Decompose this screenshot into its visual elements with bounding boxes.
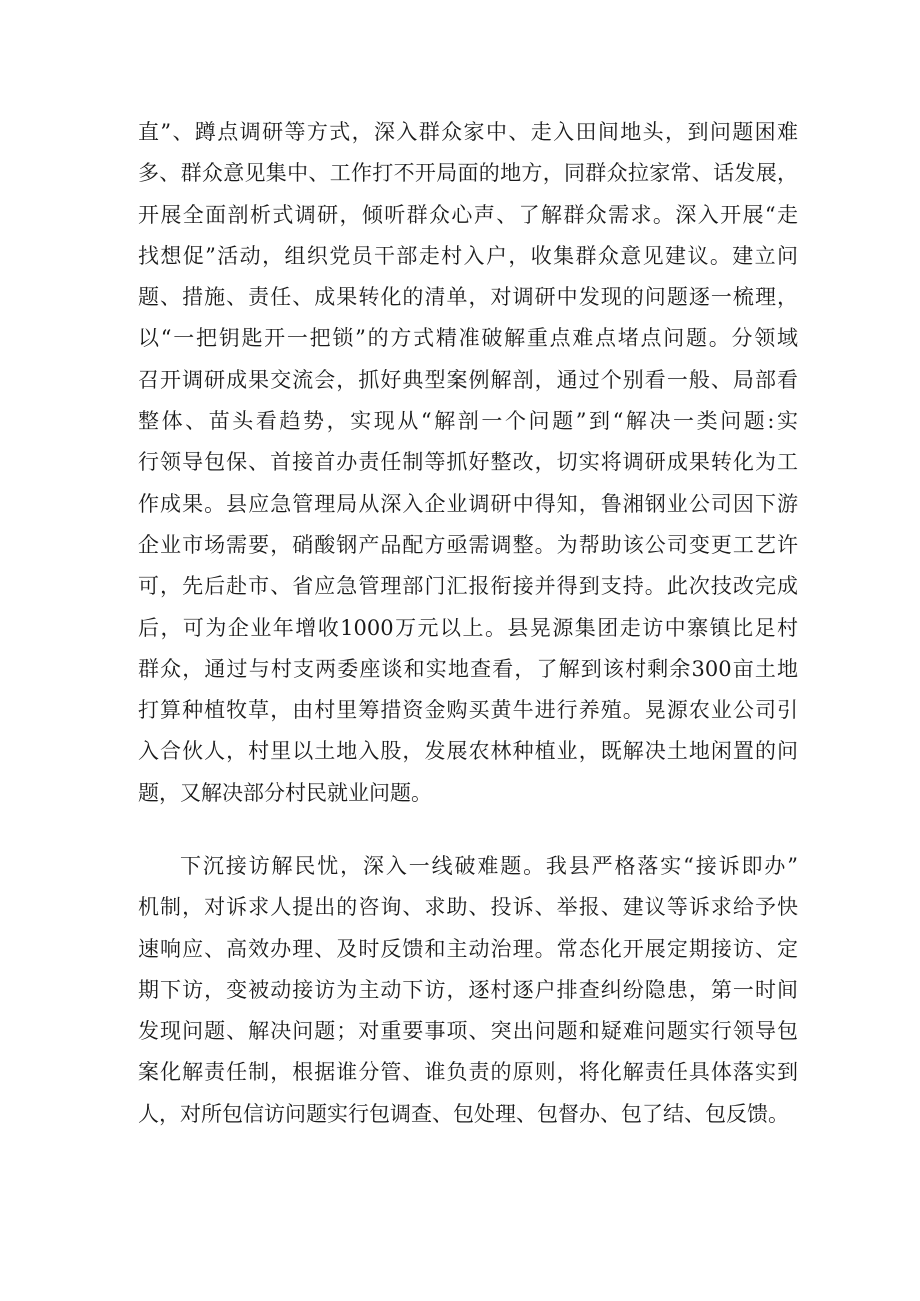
paragraph-line: 下沉接访解民忧，深入一线破难题。我县严格落实“接诉即办” [180, 854, 798, 878]
paragraph-line: 打算种植牧草，由村里筹措资金购买黄牛进行养殖。晃源农业公司引 [138, 698, 798, 723]
paragraph-2 [138, 846, 798, 1135]
paragraph-line: 后，可为企业年增收1000万元以上。县晃源集团走访中寨镇比足村 [138, 615, 798, 640]
paragraph-line: 行领导包保、首接首办责任制等抓好整改，切实将调研成果转化为工 [138, 450, 798, 475]
paragraph-line: 群众，通过与村支两委座谈和实地查看，了解到该村剩余300亩土地 [138, 656, 798, 681]
paragraph-line: 整体、苗头看趋势，实现从“解剖一个问题”到“解决一类问题:实 [138, 409, 798, 434]
paragraph-line: 速响应、高效办理、及时反馈和主动治理。常态化开展定期接访、定 [138, 936, 798, 961]
paragraph-line: 直”、蹲点调研等方式，深入群众家中、走入田间地头，到问题困难 [138, 120, 798, 144]
paragraph-line: 人，对所包信访问题实行包调查、包处理、包督办、包了结、包反馈。 [138, 1101, 789, 1126]
paragraph-line: 入合伙人，村里以土地入股，发展农林种植业，既解决土地闲置的问 [138, 739, 798, 764]
paragraph-line: 期下访，变被动接访为主动下访，逐村逐户排查纠纷隐患，第一时间 [138, 977, 798, 1002]
paragraph-line: 案化解责任制，根据谁分管、谁负责的原则，将化解责任具体落实到 [138, 1060, 798, 1085]
paragraph-line: 可，先后赴市、省应急管理部门汇报衔接并得到支持。此次技改完成 [138, 574, 798, 599]
paragraph-line: 企业市场需要，硝酸钢产品配方亟需调整。为帮助该公司变更工艺许 [138, 532, 798, 557]
paragraph-line: 题，又解决部分村民就业问题。 [138, 780, 432, 805]
paragraph-line: 作成果。县应急管理局从深入企业调研中得知，鲁湘钢业公司因下游 [138, 491, 798, 516]
paragraph-line: 召开调研成果交流会，抓好典型案例解剖，通过个别看一般、局部看 [138, 367, 798, 392]
paragraph-line: 多、群众意见集中、工作打不开局面的地方，同群众拉家常、话发展， [138, 161, 798, 186]
paragraph-line: 以“一把钥匙开一把锁”的方式精准破解重点难点堵点问题。分领域 [138, 326, 798, 351]
paragraph-line: 开展全面剖析式调研，倾听群众心声、了解群众需求。深入开展“走 [138, 202, 798, 227]
paragraph-line: 题、措施、责任、成果转化的清单，对调研中发现的问题逐一梳理， [138, 285, 798, 310]
paragraph-1 [138, 112, 798, 814]
paragraph-line: 发现问题、解决问题；对重要事项、突出问题和疑难问题实行领导包 [138, 1019, 798, 1044]
paragraph-line: 找想促”活动，组织党员干部走村入户，收集群众意见建议。建立问 [138, 243, 798, 268]
paragraph-line: 机制，对诉求人提出的咨询、求助、投诉、举报、建议等诉求给予快 [138, 895, 798, 920]
